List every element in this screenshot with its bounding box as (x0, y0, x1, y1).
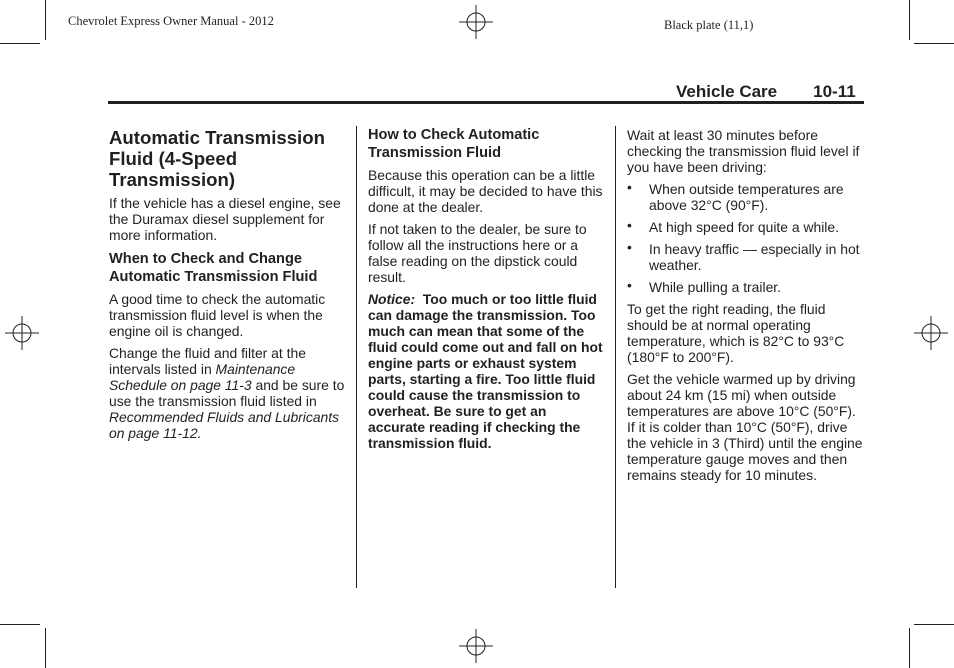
bullet-icon: • (627, 277, 632, 293)
paragraph: Get the vehicle warmed up by driving about 24 km (15 mi) when outside temperatures are above 10°C (50°F). If it is colder than 10°C (50°F), drive the vehicle in 3 (Third) until the engine temperature gauge moves and then remains steady for 10 minutes. (627, 371, 863, 483)
bullet-list (627, 181, 863, 295)
crop-mark (0, 43, 40, 44)
column-divider (356, 126, 357, 588)
bullet-icon: • (627, 239, 632, 255)
cross-reference-link[interactable]: Recommended Fluids and Lubricants on page 11-12 (109, 409, 340, 441)
column-2 (368, 127, 604, 457)
paragraph: To get the right reading, the fluid should be at normal operating temperature, which is 82°C to 93°C (180°F to 200°F). (627, 301, 845, 365)
paragraph: If not taken to the dealer, be sure to follow all the instructions here or a false reading on the dipstick could result. (368, 221, 587, 285)
registration-mark-icon (459, 629, 493, 663)
running-header (676, 82, 856, 102)
list-item: • When outside temperatures are above 32°C (90°F). (627, 179, 844, 213)
registration-mark-icon (5, 316, 39, 350)
crop-mark (909, 0, 910, 40)
intro-paragraph: If the vehicle has a diesel engine, see the Duramax diesel supplement for more information. (109, 195, 341, 243)
cross-reference-link[interactable]: Maintenance Schedule on page 11-3 (109, 361, 296, 393)
plate-label: Black plate (11,1) (664, 18, 754, 32)
bullet-icon: • (627, 217, 632, 233)
crop-mark (914, 624, 954, 625)
crop-mark (45, 628, 46, 668)
page-title: Automatic Transmission Fluid (4-Speed Transmission) (109, 127, 325, 190)
page-number: 10-11 (813, 82, 856, 101)
crop-mark (45, 0, 46, 40)
notice-label: Notice: (368, 291, 416, 307)
manual-title: Chevrolet Express Owner Manual - 2012 (68, 14, 274, 28)
section-title: Vehicle Care (676, 82, 778, 101)
list-item: • At high speed for quite a while. (627, 217, 839, 235)
column-3 (627, 127, 863, 489)
notice-block (368, 291, 604, 451)
column-1 (109, 127, 349, 447)
column-divider (615, 126, 616, 588)
crop-mark (914, 43, 954, 44)
paragraph: Wait at least 30 minutes before checking the transmission fluid level if you have been driving: (627, 127, 860, 175)
header-rule (108, 101, 864, 104)
crop-mark (0, 624, 40, 625)
list-item: • In heavy traffic — especially in hot weather. (627, 239, 860, 273)
subheading-how-to-check: How to Check Automatic Transmission Fluid (368, 127, 540, 161)
paragraph: Because this operation can be a little difficult, it may be decided to have this done at the dealer. (368, 167, 603, 215)
registration-mark-icon (914, 316, 948, 350)
paragraph: Change the fluid and filter at the intervals listed in Maintenance Schedule on page 11-3 and be sure to use the transmission fluid listed in Recommended Fluids and Lubricants on page 11-12. (109, 345, 345, 441)
crop-mark (909, 628, 910, 668)
paragraph: A good time to check the automatic transmission fluid level is when the engine oil is changed. (109, 291, 326, 339)
list-item: • While pulling a trailer. (627, 277, 782, 295)
bullet-icon: • (627, 179, 632, 195)
registration-mark-icon (459, 5, 493, 39)
notice-text: Too much or too little fluid can damage the transmission. Too much can mean that some of the fluid could come out and fall on hot engine parts or exhaust system parts, starting a fire. Too little fluid could cause the transmission to overheat. Be sure to get an accurate reading if checking the transmission fluid. (368, 291, 603, 451)
subheading-when-to-check: When to Check and Change Automatic Transmission Fluid (109, 251, 318, 285)
